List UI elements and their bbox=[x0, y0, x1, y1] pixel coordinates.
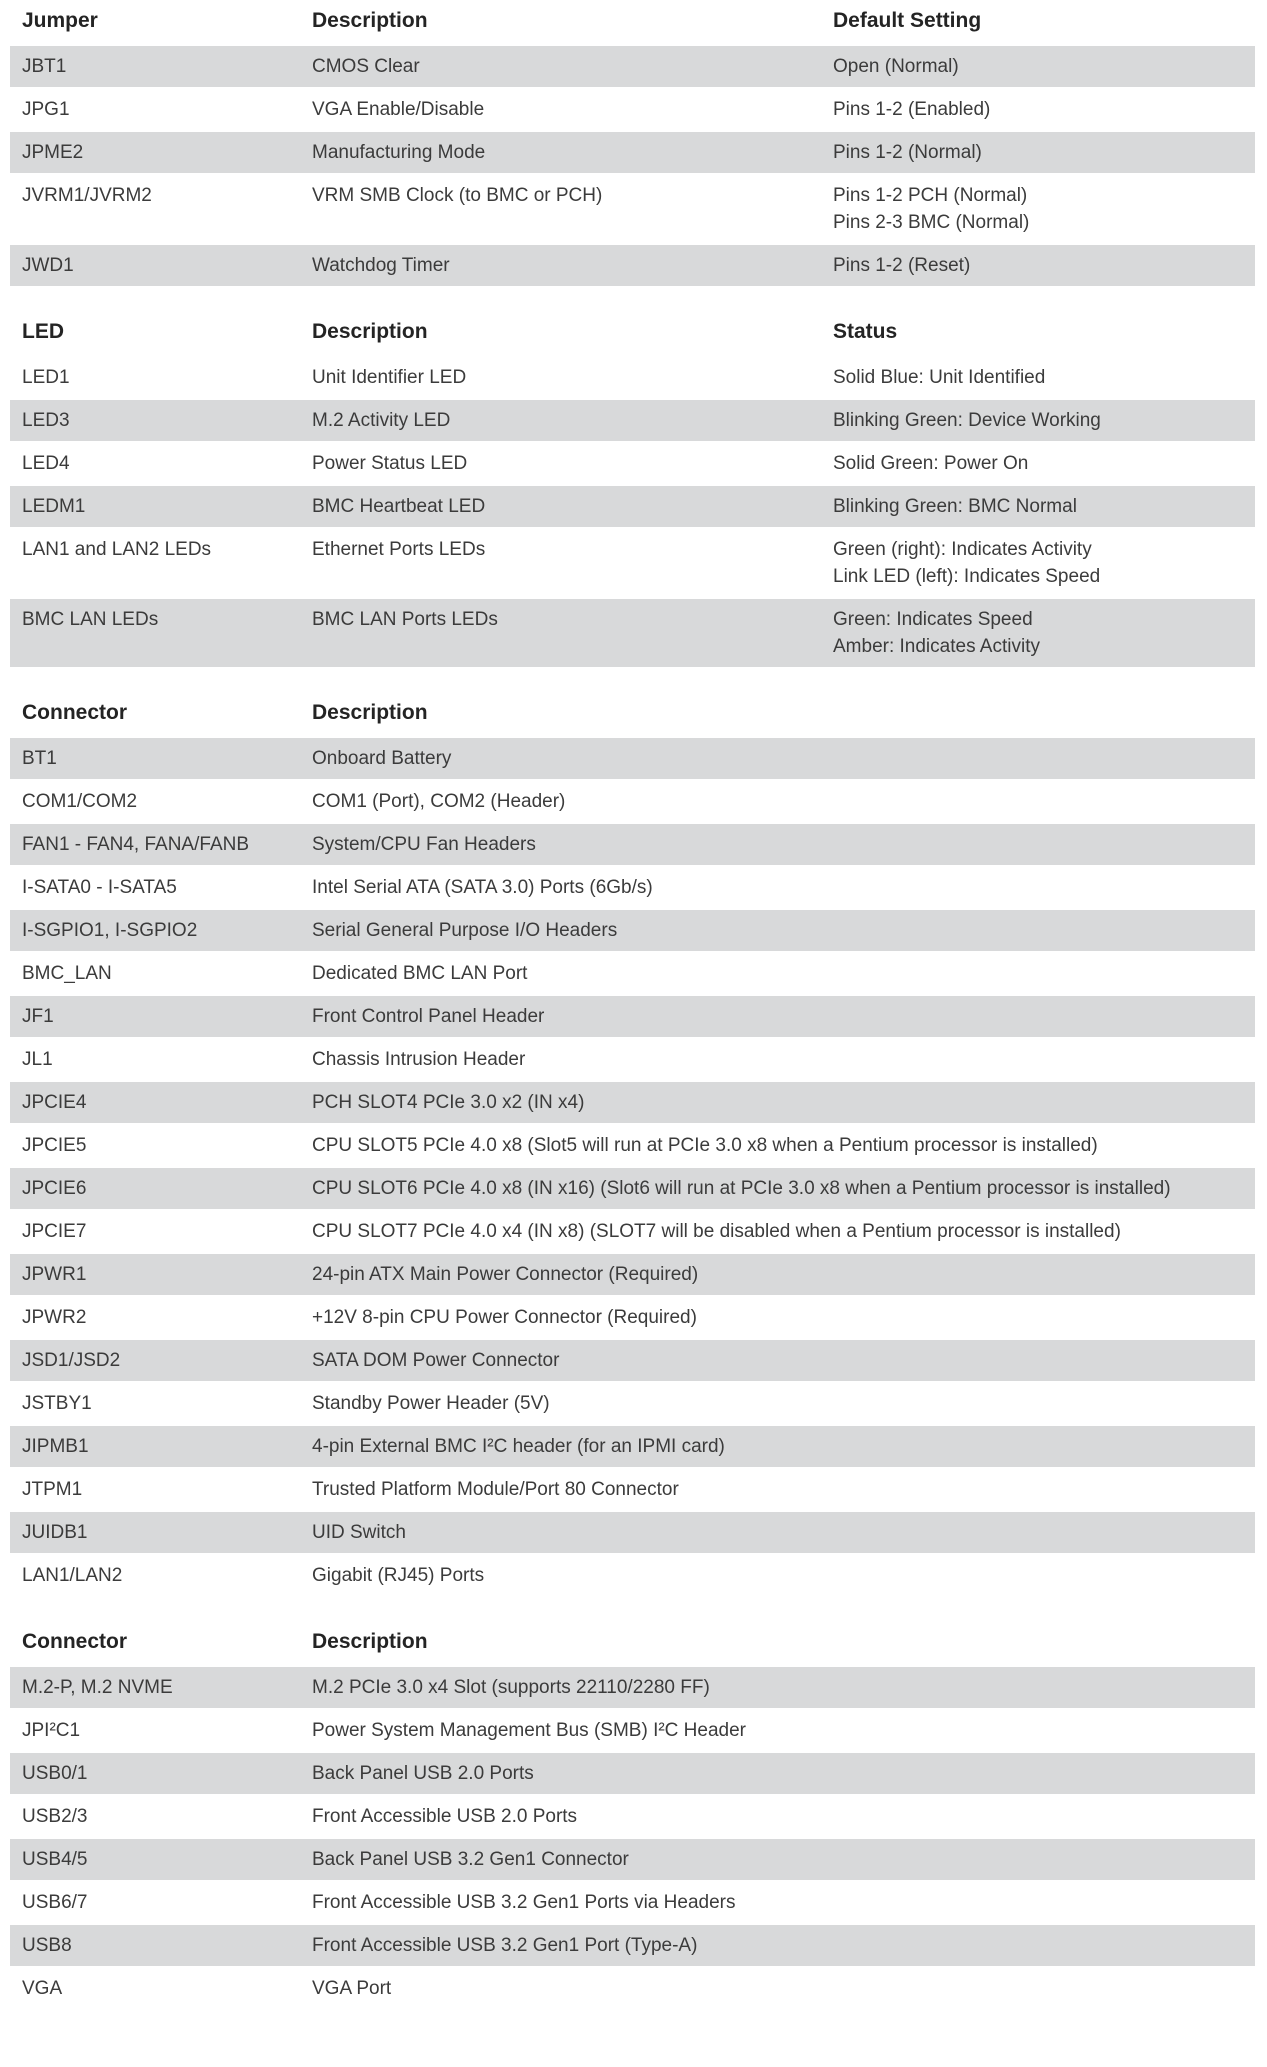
cell-text: CPU SLOT7 PCIe 4.0 x4 (IN x8) (SLOT7 will be disabled when a Pentium processor is installed) bbox=[312, 1221, 1121, 1242]
table-cell bbox=[312, 1254, 1255, 1295]
table-cell bbox=[10, 132, 312, 173]
table-header-row bbox=[10, 697, 1255, 738]
cell-text: Amber: Indicates Activity bbox=[833, 636, 1040, 657]
table-header-row bbox=[10, 1626, 1255, 1667]
cell-text: Front Control Panel Header bbox=[312, 1006, 545, 1027]
table-cell bbox=[312, 1968, 1255, 2009]
cell-text: JPWR1 bbox=[22, 1264, 87, 1285]
table-row bbox=[10, 1039, 1255, 1082]
table-cell bbox=[10, 1839, 312, 1880]
table-cell bbox=[10, 1297, 312, 1338]
cell-text: LAN1 and LAN2 LEDs bbox=[22, 539, 212, 560]
table-row bbox=[10, 486, 1255, 529]
table-cell bbox=[10, 910, 312, 951]
cell-text: JBT1 bbox=[22, 56, 67, 77]
table-cell bbox=[312, 1426, 1255, 1467]
cell-text: JVRM1/JVRM2 bbox=[22, 185, 152, 206]
table-cell bbox=[10, 1469, 312, 1510]
cell-text: JPG1 bbox=[22, 99, 70, 120]
cell-text: JWD1 bbox=[22, 255, 74, 276]
cell-text: JPCIE4 bbox=[22, 1092, 87, 1113]
cell-text: Back Panel USB 2.0 Ports bbox=[312, 1763, 534, 1784]
column-header: Description bbox=[312, 701, 428, 724]
cell-text: VGA Port bbox=[312, 1978, 392, 1999]
table-row bbox=[10, 1667, 1255, 1710]
table-row bbox=[10, 1254, 1255, 1297]
cell-text: VRM SMB Clock (to BMC or PCH) bbox=[312, 185, 603, 206]
cell-text: JTPM1 bbox=[22, 1479, 83, 1500]
cell-text: Solid Green: Power On bbox=[833, 453, 1029, 474]
table-cell bbox=[312, 1340, 1255, 1381]
cell-text: JPCIE6 bbox=[22, 1178, 87, 1199]
column-header: Connector bbox=[22, 701, 127, 724]
table-row bbox=[10, 1168, 1255, 1211]
table-row bbox=[10, 1383, 1255, 1426]
cell-text: JSTBY1 bbox=[22, 1393, 92, 1414]
cell-text: M.2-P, M.2 NVME bbox=[22, 1677, 173, 1698]
cell-text: Onboard Battery bbox=[312, 748, 452, 769]
table-cell bbox=[312, 738, 1255, 779]
table-row bbox=[10, 175, 1255, 245]
cell-text: M.2 PCIe 3.0 x4 Slot (supports 22110/2280 FF) bbox=[312, 1677, 710, 1698]
table-cell bbox=[833, 400, 1255, 441]
cell-text: USB6/7 bbox=[22, 1892, 88, 1913]
table-cell bbox=[10, 738, 312, 779]
table-cell bbox=[10, 1039, 312, 1080]
table-cell bbox=[312, 486, 833, 527]
table-cell bbox=[312, 46, 833, 87]
cell-text: 24-pin ATX Main Power Connector (Required) bbox=[312, 1264, 699, 1285]
cell-text: Ethernet Ports LEDs bbox=[312, 539, 486, 560]
led-table bbox=[10, 316, 1255, 669]
table-row bbox=[10, 357, 1255, 400]
table-cell bbox=[10, 1340, 312, 1381]
cell-text: Front Accessible USB 2.0 Ports bbox=[312, 1806, 578, 1827]
cell-text: FAN1 - FAN4, FANA/FANB bbox=[22, 834, 250, 855]
table-cell bbox=[312, 175, 833, 216]
cell-text: JF1 bbox=[22, 1006, 54, 1027]
table-row bbox=[10, 910, 1255, 953]
table-cell bbox=[312, 132, 833, 173]
cell-text: JL1 bbox=[22, 1049, 53, 1070]
table-row bbox=[10, 132, 1255, 175]
cell-text: PCH SLOT4 PCIe 3.0 x2 (IN x4) bbox=[312, 1092, 585, 1113]
table-row bbox=[10, 1839, 1255, 1882]
cell-text: LEDM1 bbox=[22, 496, 86, 517]
cell-text: Front Accessible USB 3.2 Gen1 Ports via Headers bbox=[312, 1892, 736, 1913]
table-cell bbox=[312, 1667, 1255, 1708]
table-row bbox=[10, 1512, 1255, 1555]
table-row bbox=[10, 781, 1255, 824]
jumper-table bbox=[10, 5, 1255, 288]
table-cell bbox=[312, 1512, 1255, 1553]
table-cell bbox=[10, 1925, 312, 1966]
table-row bbox=[10, 89, 1255, 132]
table-cell bbox=[312, 1125, 1255, 1166]
table-row bbox=[10, 1710, 1255, 1753]
cell-text: JSD1/JSD2 bbox=[22, 1350, 121, 1371]
column-header: Default Setting bbox=[833, 9, 982, 32]
table-cell bbox=[312, 1555, 1255, 1596]
table-cell bbox=[312, 1839, 1255, 1880]
cell-text: Blinking Green: BMC Normal bbox=[833, 496, 1077, 517]
column-header: LED bbox=[22, 320, 64, 343]
table-row bbox=[10, 245, 1255, 288]
table-cell bbox=[833, 175, 1255, 243]
table-cell bbox=[10, 996, 312, 1037]
cell-text: JPME2 bbox=[22, 142, 84, 163]
table-cell bbox=[312, 1082, 1255, 1123]
table-cell bbox=[312, 245, 833, 286]
table-row bbox=[10, 867, 1255, 910]
cell-text: Green: Indicates Speed bbox=[833, 609, 1033, 630]
table-cell bbox=[10, 175, 312, 216]
cell-text: Solid Blue: Unit Identified bbox=[833, 367, 1046, 388]
cell-text: LED3 bbox=[22, 410, 70, 431]
table-cell bbox=[10, 1796, 312, 1837]
table-cell bbox=[10, 1211, 312, 1252]
connector-table-2 bbox=[10, 1626, 1255, 2011]
table-cell bbox=[312, 953, 1255, 994]
cell-text: USB4/5 bbox=[22, 1849, 88, 1870]
cell-text: Blinking Green: Device Working bbox=[833, 410, 1101, 431]
table-cell bbox=[312, 781, 1255, 822]
cell-text: Serial General Purpose I/O Headers bbox=[312, 920, 618, 941]
table-cell bbox=[833, 443, 1255, 484]
table-row bbox=[10, 738, 1255, 781]
cell-text: Manufacturing Mode bbox=[312, 142, 486, 163]
table-cell bbox=[312, 1710, 1255, 1751]
table-row bbox=[10, 1925, 1255, 1968]
cell-text: LED1 bbox=[22, 367, 70, 388]
table-cell bbox=[312, 1796, 1255, 1837]
table-cell bbox=[312, 443, 833, 484]
table-cell bbox=[10, 1125, 312, 1166]
cell-text: Power System Management Bus (SMB) I²C Header bbox=[312, 1720, 746, 1741]
cell-text: JPCIE5 bbox=[22, 1135, 87, 1156]
table-row bbox=[10, 1469, 1255, 1512]
table-row bbox=[10, 1340, 1255, 1383]
cell-text: I-SATA0 - I-SATA5 bbox=[22, 877, 177, 898]
cell-text: Dedicated BMC LAN Port bbox=[312, 963, 528, 984]
cell-text: JIPMB1 bbox=[22, 1436, 89, 1457]
table-cell bbox=[10, 1968, 312, 2009]
table-cell bbox=[312, 1297, 1255, 1338]
cell-text: Open (Normal) bbox=[833, 56, 959, 77]
table-row bbox=[10, 1082, 1255, 1125]
table-cell bbox=[833, 599, 1255, 667]
cell-text: 4-pin External BMC I²C header (for an IPMI card) bbox=[312, 1436, 725, 1457]
table-cell bbox=[10, 953, 312, 994]
cell-text: JPWR2 bbox=[22, 1307, 87, 1328]
table-cell bbox=[312, 910, 1255, 951]
table-cell bbox=[312, 1925, 1255, 1966]
cell-text: Standby Power Header (5V) bbox=[312, 1393, 550, 1414]
table-cell bbox=[10, 245, 312, 286]
table-row bbox=[10, 46, 1255, 89]
cell-text: Power Status LED bbox=[312, 453, 468, 474]
table-cell bbox=[312, 824, 1255, 865]
table-cell bbox=[833, 486, 1255, 527]
table-row bbox=[10, 824, 1255, 867]
column-header: Jumper bbox=[22, 9, 98, 32]
cell-text: BMC LAN Ports LEDs bbox=[312, 609, 498, 630]
cell-text: UID Switch bbox=[312, 1522, 406, 1543]
cell-text: Intel Serial ATA (SATA 3.0) Ports (6Gb/s) bbox=[312, 877, 653, 898]
table-cell bbox=[312, 996, 1255, 1037]
table-cell bbox=[10, 1426, 312, 1467]
cell-text: CPU SLOT6 PCIe 4.0 x8 (IN x16) (Slot6 will run at PCIe 3.0 x8 when a Pentium processor is installed) bbox=[312, 1178, 1171, 1199]
column-header: Connector bbox=[22, 1630, 127, 1653]
cell-text: SATA DOM Power Connector bbox=[312, 1350, 560, 1371]
table-cell bbox=[833, 529, 1255, 597]
table-cell bbox=[10, 1512, 312, 1553]
table-cell bbox=[10, 867, 312, 908]
cell-text: BMC_LAN bbox=[22, 963, 112, 984]
cell-text: Back Panel USB 3.2 Gen1 Connector bbox=[312, 1849, 629, 1870]
table-cell bbox=[10, 1753, 312, 1794]
table-cell bbox=[312, 867, 1255, 908]
cell-text: M.2 Activity LED bbox=[312, 410, 451, 431]
cell-text: Trusted Platform Module/Port 80 Connector bbox=[312, 1479, 679, 1500]
column-header: Status bbox=[833, 320, 898, 343]
cell-text: Chassis Intrusion Header bbox=[312, 1049, 526, 1070]
cell-text: Watchdog Timer bbox=[312, 255, 450, 276]
table-cell bbox=[833, 245, 1255, 286]
table-row bbox=[10, 1211, 1255, 1254]
table-cell bbox=[10, 89, 312, 130]
table-cell bbox=[10, 599, 312, 640]
cell-text: Front Accessible USB 3.2 Gen1 Port (Type-A) bbox=[312, 1935, 698, 1956]
column-header: Description bbox=[312, 1630, 428, 1653]
table-row bbox=[10, 400, 1255, 443]
table-row bbox=[10, 953, 1255, 996]
cell-text: +12V 8-pin CPU Power Connector (Required) bbox=[312, 1307, 697, 1328]
table-row bbox=[10, 1125, 1255, 1168]
connector-table-1 bbox=[10, 697, 1255, 1598]
cell-text: CMOS Clear bbox=[312, 56, 420, 77]
table-header-row bbox=[10, 316, 1255, 357]
cell-text: LED4 bbox=[22, 453, 70, 474]
cell-text: JPCIE7 bbox=[22, 1221, 87, 1242]
table-row bbox=[10, 1426, 1255, 1469]
table-cell bbox=[312, 1211, 1255, 1252]
column-header: Description bbox=[312, 320, 428, 343]
table-row bbox=[10, 1555, 1255, 1598]
table-cell bbox=[10, 1168, 312, 1209]
cell-text: USB8 bbox=[22, 1935, 72, 1956]
table-cell bbox=[312, 599, 833, 640]
cell-text: Link LED (left): Indicates Speed bbox=[833, 566, 1101, 587]
table-cell bbox=[10, 1254, 312, 1295]
cell-text: USB0/1 bbox=[22, 1763, 88, 1784]
cell-text: VGA bbox=[22, 1978, 63, 1999]
table-row bbox=[10, 1753, 1255, 1796]
table-row bbox=[10, 996, 1255, 1039]
table-cell bbox=[10, 357, 312, 398]
table-cell bbox=[833, 46, 1255, 87]
table-cell bbox=[10, 1082, 312, 1123]
table-row bbox=[10, 1968, 1255, 2011]
table-row bbox=[10, 1297, 1255, 1340]
table-cell bbox=[10, 400, 312, 441]
table-cell bbox=[10, 443, 312, 484]
table-cell bbox=[312, 1383, 1255, 1424]
table-cell bbox=[312, 89, 833, 130]
table-cell bbox=[312, 357, 833, 398]
table-cell bbox=[312, 1469, 1255, 1510]
cell-text: Pins 1-2 (Reset) bbox=[833, 255, 971, 276]
table-cell bbox=[833, 132, 1255, 173]
cell-text: JPI²C1 bbox=[22, 1720, 81, 1741]
cell-text: COM1/COM2 bbox=[22, 791, 138, 812]
cell-text: Gigabit (RJ45) Ports bbox=[312, 1565, 485, 1586]
table-cell bbox=[10, 1667, 312, 1708]
cell-text: USB2/3 bbox=[22, 1806, 88, 1827]
cell-text: Pins 1-2 PCH (Normal) bbox=[833, 185, 1028, 206]
cell-text: Unit Identifier LED bbox=[312, 367, 467, 388]
table-cell bbox=[312, 1882, 1255, 1923]
table-cell bbox=[10, 1882, 312, 1923]
table-cell bbox=[10, 1710, 312, 1751]
cell-text: Pins 1-2 (Enabled) bbox=[833, 99, 991, 120]
cell-text: Pins 1-2 (Normal) bbox=[833, 142, 982, 163]
table-header-row bbox=[10, 5, 1255, 46]
column-header: Description bbox=[312, 9, 428, 32]
table-row bbox=[10, 1796, 1255, 1839]
cell-text: BT1 bbox=[22, 748, 57, 769]
table-cell bbox=[833, 89, 1255, 130]
table-row bbox=[10, 529, 1255, 599]
cell-text: JUIDB1 bbox=[22, 1522, 88, 1543]
table-cell bbox=[10, 46, 312, 87]
cell-text: System/CPU Fan Headers bbox=[312, 834, 536, 855]
cell-text: VGA Enable/Disable bbox=[312, 99, 485, 120]
cell-text: I-SGPIO1, I-SGPIO2 bbox=[22, 920, 198, 941]
table-cell bbox=[10, 824, 312, 865]
table-cell bbox=[312, 400, 833, 441]
table-cell bbox=[10, 1555, 312, 1596]
table-cell bbox=[312, 1753, 1255, 1794]
table-cell bbox=[833, 357, 1255, 398]
table-row bbox=[10, 1882, 1255, 1925]
table-cell bbox=[10, 486, 312, 527]
table-row bbox=[10, 443, 1255, 486]
cell-text: BMC Heartbeat LED bbox=[312, 496, 486, 517]
cell-text: COM1 (Port), COM2 (Header) bbox=[312, 791, 566, 812]
table-cell bbox=[312, 1039, 1255, 1080]
table-row bbox=[10, 599, 1255, 669]
table-cell bbox=[10, 529, 312, 570]
cell-text: Pins 2-3 BMC (Normal) bbox=[833, 212, 1030, 233]
cell-text: LAN1/LAN2 bbox=[22, 1565, 123, 1586]
table-cell bbox=[312, 529, 833, 570]
table-cell bbox=[10, 781, 312, 822]
cell-text: BMC LAN LEDs bbox=[22, 609, 159, 630]
cell-text: Green (right): Indicates Activity bbox=[833, 539, 1092, 560]
cell-text: CPU SLOT5 PCIe 4.0 x8 (Slot5 will run at PCIe 3.0 x8 when a Pentium processor is installed) bbox=[312, 1135, 1098, 1156]
table-cell bbox=[10, 1383, 312, 1424]
table-cell bbox=[312, 1168, 1255, 1209]
